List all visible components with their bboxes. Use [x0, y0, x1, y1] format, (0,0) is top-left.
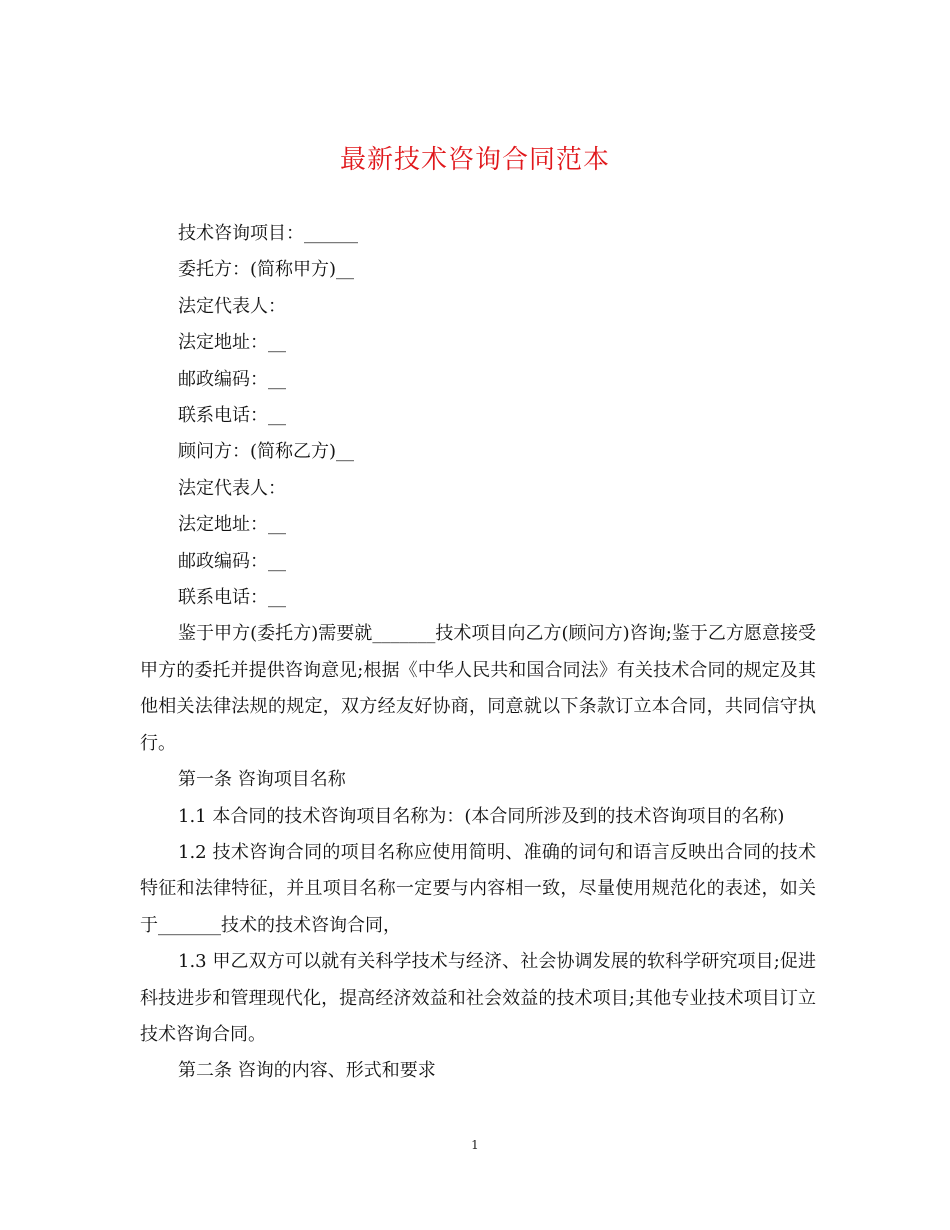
document-title: 最新技术咨询合同范本 — [339, 145, 610, 175]
clause-1-2: 1.2 技术咨询合同的项目名称应使用简明、准确的词句和语言反映出合同的技术特征和法律特征，并且项目名称一定要与内容相一致，尽量使用规范化的表述，如关于_______技术的技术咨询合同， — [140, 841, 816, 936]
field-consultant: 顾问方：(简称乙方)__ — [178, 441, 355, 463]
field-client-phone: 联系电话：__ — [178, 405, 286, 427]
preamble-paragraph: 鉴于甲方(委托方)需要就_______技术项目向乙方(顾问方)咨询;鉴于乙方愿意接受甲方的委托并提供咨询意见;根据《中华人民共和国合同法》有关技术合同的规定及其他相关法律法规的规定，双方经友好协商，同意就以下条款订立本合同，共同信守执行。 — [140, 623, 816, 754]
article-1-heading: 第一条 咨询项目名称 — [178, 769, 346, 791]
field-client-legal-address: 法定地址：__ — [178, 332, 286, 354]
document-body — [140, 216, 816, 1090]
field-client-legal-representative: 法定代表人： — [178, 295, 286, 317]
field-client: 委托方：(简称甲方)__ — [178, 259, 355, 281]
field-client-postal-code: 邮政编码：__ — [178, 368, 286, 390]
page-number: 1 — [471, 1138, 479, 1152]
field-consultant-legal-address: 法定地址：__ — [178, 514, 286, 536]
clause-1-3: 1.3 甲乙双方可以就有关科学技术与经济、社会协调发展的软科学研究项目;促进科技进步和管理现代化，提高经济效益和社会效益的技术项目;其他专业技术项目订立技术咨询合同。 — [140, 951, 816, 1045]
field-consultant-postal-code: 邮政编码：__ — [178, 550, 286, 572]
field-consulting-project: 技术咨询项目：______ — [178, 223, 358, 244]
field-consultant-phone: 联系电话：__ — [178, 587, 286, 609]
field-consultant-legal-representative: 法定代表人： — [178, 477, 286, 499]
clause-1-1: 1.1 本合同的技术咨询项目名称为：(本合同所涉及到的技术咨询项目的名称) — [178, 805, 785, 827]
article-2-heading: 第二条 咨询的内容、形式和要求 — [178, 1060, 436, 1082]
